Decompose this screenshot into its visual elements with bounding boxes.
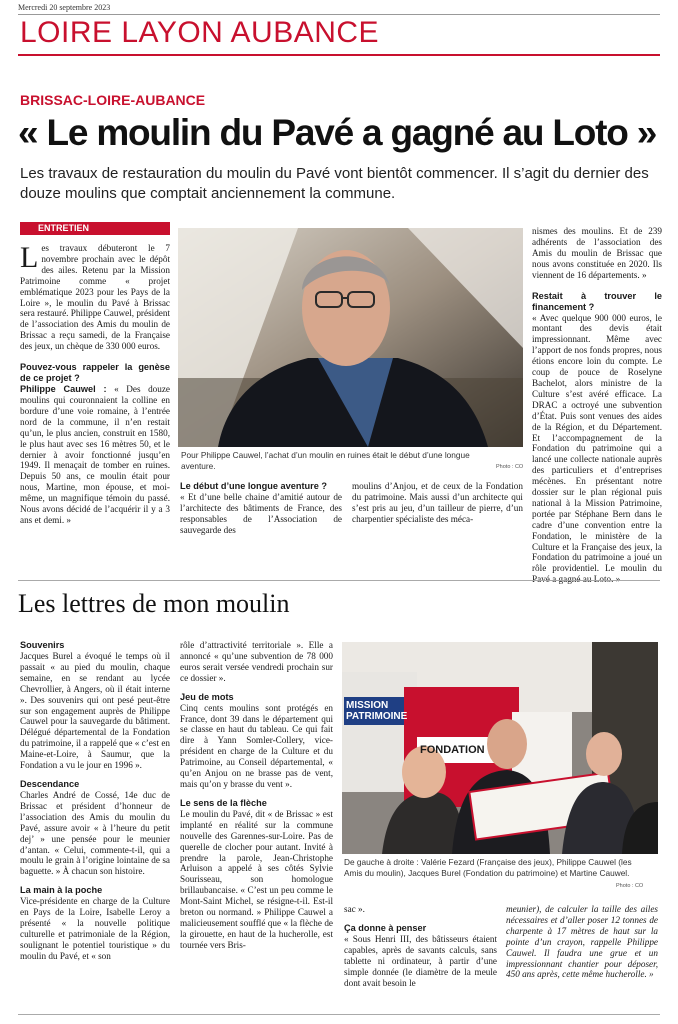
article1-column-4 — [532, 226, 662, 585]
article1-column-2 — [180, 481, 342, 536]
jeu-de-mots-text: Cinq cents moulins sont protégés en France, dont 39 dans le département qui se classe en haut du tableau. Ce qui fait dire à Yann Somler-Collery, vice-président en charge de la Culture et du Patrimoine, au Conseil départemental, « qu’en Anjou on ne brasse pas de vent, mais qu’on y brasse du vent ». — [180, 702, 333, 789]
banner-mission-patrimoine: MISSION PATRIMOINE — [346, 700, 408, 722]
jeu-de-mots-heading: Jeu de mots — [180, 691, 234, 702]
article2-title: Les lettres de mon moulin — [18, 589, 290, 618]
article2-column-3 — [344, 904, 497, 988]
descendance-text: Charles André de Cossé, 14e duc de Brissac et président d’honneur de l’association des Amis du moulin du Pavé, assure avoir « à l’heure du petit dej’ » une pensée pour le meunier d’antan. « Celui, commente-t-il, qui a moulu le grain à l’origine lointaine de sa baguette. » À chacun son histoire. — [20, 789, 170, 877]
top-rule — [18, 14, 660, 15]
interview-tag: ENTRETIEN — [20, 222, 170, 235]
question-2: Le début d’une longue aventure ? — [180, 481, 328, 491]
question-3: Restait à trouver le financement ? — [532, 290, 662, 312]
photo2-credit: Photo : CO — [616, 883, 644, 889]
souvenirs-text: Jacques Burel a évoqué le temps où il passait « au pied du moulin, chaque semaine, en se rendant au lycée Chevrollier, à Angers, où il était interne ». Des souvenirs qui ont pesé peut-être sur son engagement auprès de Philippe Cauwel pour la sauvegarde du bâtiment. Délégué départemental de la Fondation du patrimoine, il a rappelé que « c’est en Maine-et-Loire, à Saumur, que la Fondation a vu le jour en 1996 ». — [20, 651, 170, 771]
answer-2-part-2: moulins d’Anjou, et de ceux de la Fondation du patrimoine. Mais aussi d’un architecte qui s’est pris au jeu, d’un tailleur de pierre, d’un charpentier spécialiste des méca- — [352, 481, 523, 524]
article-kicker: BRISSAC-LOIRE-AUBANCE — [20, 92, 206, 108]
answer-2-continued: nismes des moulins. Et de 239 adhérents de l’association des Amis du moulin de Brissac que nous avons constituée en 2020. Ils viennent de 16 départements. » — [532, 226, 662, 280]
sens-fleche-text: Le moulin du Pavé, dit « de Brissac » est implanté en réalité sur la commune nouvelle des Garennes-sur-Loire. Pas de querelle de clocher pour autant. Invité à prendre la parole, Jean-Christophe Arluison a appelé à ses côtés Sylvie Sourisseau, son homologue brillaubancaise. « C’est un peu comme le Mont-Saint Michel, se résigne-t-il. Est-il breton ou normand. » Philippe Cauwel a malicieusement soufflé que « la flèche de la girouette, en haut de la hucherolle, est tournée vers Bris- — [180, 808, 333, 950]
answer-3: « Avec quelque 900 000 euros, le montant des devis était impressionnant. Même avec l’apport de nos fonds propres, nous étions encore loin du compte. Le coup de pouce de Roselyne Bachelot, alors ministre de la Culture s’est avéré efficace. La DRAC a octroyé une subvention d’État. Puis sont venues des aides de la Région, et du Département. Et l’accompagnement de la Fondation du patrimoine qui a lancé une collecte nationale auprès des particuliers et d’entreprises mécènes. En présentant notre dossier sur le plan régional puis national à la Mission Patrimoine, portée par Stéphane Bern dans le cadre d’une convention entre la Fondation, le ministère de la Culture et la Française des jeux, la Fondation du patrimoine a joué un rôle providentiel. Le moulin du — [532, 312, 662, 574]
sens-fleche-continued: sac ». — [344, 904, 365, 914]
donne-penser-continued: meunier), de calculer la taille des ailes nécessaires et d’aller poser 12 tonnes de charpente à 17 mètres de haut sur la pointe d’un crayon, rappelle Philippe Cauwel. Il faudra une grue et un impressionnant chantier pour déposer, 450 ans après, cette même hucherolle. » — [506, 904, 658, 980]
descendance-heading: Descendance — [20, 778, 80, 789]
souvenirs-heading: Souvenirs — [20, 640, 65, 650]
sens-fleche-heading: Le sens de la flèche — [180, 797, 267, 808]
banner-fondation: FONDATION — [420, 744, 485, 756]
masthead-rule — [18, 54, 660, 56]
main-poche-heading: La main à la poche — [20, 885, 103, 896]
section-divider — [18, 580, 660, 581]
drop-cap: L — [20, 241, 39, 274]
question-1: Pouvez-vous rappeler la genèse de ce projet ? — [20, 362, 170, 384]
ceremony-illustration — [342, 642, 658, 854]
photo2-caption: De gauche à droite : Valérie Fezard (Française des jeux), Philippe Cauwel (les Amis du moulin), Jacques Burel (Fondation du patrimoine) et Martine Cauwel. — [344, 857, 632, 878]
main-poche-text: Vice-présidente en charge de la Culture en Pays de la Loire, Isabelle Leroy a présenté « la nouvelle politique culturelle et patrimoniale de la Région, soulignant le potentiel touristique » du moulin du Pavé, et « son — [20, 896, 170, 961]
article2-column-4 — [506, 904, 658, 980]
photo1-credit: Photo : CO — [496, 464, 524, 470]
intro-paragraph: Les travaux débuteront le 7 novembre prochain avec le dépôt des ailes. Retenu par la Mission Patrimoine comme « projet emblématique 2023 pour les Pays de la Loire », le moulin du Pavé à Brissac sera restauré. Philippe Cauwel, président de l’association des Amis du moulin de Brissac a reçu samedi, de la Française des jeux, un chèque de 330 000 euros. — [20, 241, 171, 352]
article2-column-2 — [180, 640, 333, 951]
article-headline: « Le moulin du Pavé a gagné au Loto » — [18, 112, 657, 153]
article-standfirst: Les travaux de restauration du moulin du Pavé vont bientôt commencer. Il s’agit du dernier des douze moulins que comptait anciennement la commune. — [20, 165, 649, 202]
answer-1: Philippe Cauwel : « Des douze moulins qui couronnaient la colline en bordure d’une voie romaine, à l’entrée nord de la commune, il n’en restait qu’un, le plus ancien, construit en 1580, le plus haut avec ses 16 mètres 50, et le dernier à avoir fonctionné jusqu’en 1949. Il menaçait de tomber en ruines. Depuis 50 ans, ce moulin était pour nous, Martine, mon épouse, et moi-même, un magnifique témoin du passé. Nous avons décidé de l’acquérir il y a 3 ans et demi. » — [20, 384, 171, 525]
photo1-caption: Pour Philippe Cauwel, l’achat d’un moulin en ruines était le début d’une longue aventure. — [181, 450, 470, 471]
photo-cheque-ceremony — [342, 642, 658, 854]
article1-column-1 — [20, 243, 170, 526]
answer-2-part-1: « Et d’une belle chaine d’amitié autour de l’architecte des bâtiments de France, des responsables de l’Association de sauvegarde des — [180, 492, 342, 535]
portrait-illustration — [178, 228, 523, 447]
donne-penser-text: « Sous Henri III, des bâtisseurs étaient capables, après de savants calculs, sans tablette ni ordinateur, à partir d’une simple donnée (le diamètre de la meule dont avait besoin le — [344, 933, 497, 988]
photo-philippe-cauwel — [178, 228, 523, 447]
bottom-rule — [18, 1014, 660, 1015]
article2-column-1 — [20, 640, 170, 962]
section-masthead: LOIRE LAYON AUBANCE — [20, 16, 380, 49]
article1-column-3 — [352, 481, 523, 525]
main-poche-continued: rôle d’attractivité territoriale ». Elle a annoncé « qu’une subvention de 78 000 euros serait versée vendredi prochain sur ce dossier ». — [180, 640, 333, 683]
donne-penser-heading: Ça donne à penser — [344, 922, 427, 933]
publication-date: Mercredi 20 septembre 2023 — [18, 3, 111, 12]
